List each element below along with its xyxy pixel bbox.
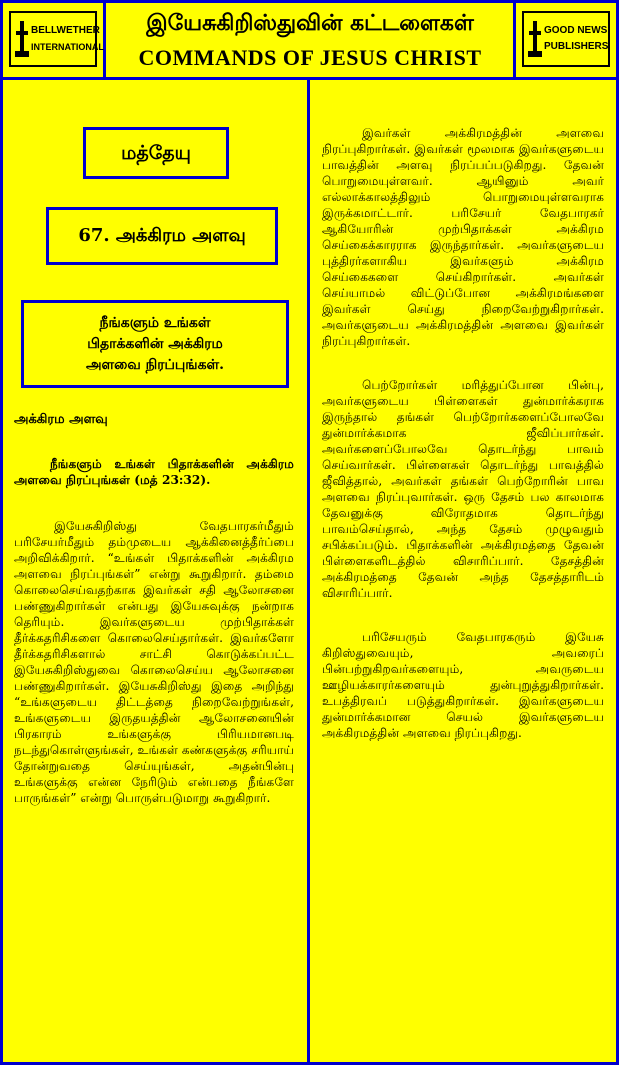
bellwether-logo-line1: BELLWETHER [31, 25, 100, 36]
bellwether-logo-line2: INTERNATIONAL [31, 42, 104, 52]
sheep-icon [528, 21, 542, 57]
key-verse-line3: அளவை நிரப்புங்கள். [85, 357, 225, 373]
column-divider [307, 77, 310, 1065]
good-news-logo-line2: PUBLISHERS [544, 41, 609, 52]
book-title-box: மத்தேயு [83, 127, 229, 179]
good-news-logo-box [522, 11, 610, 67]
key-verse-line1: நீங்களும் உங்கள் [99, 315, 211, 331]
title-tamil: இயேசுகிறிஸ்துவின் கட்டளைகள் [146, 10, 474, 36]
chapter-title-box: 67. அக்கிரம அளவு [46, 207, 278, 265]
section-heading: அக்கிரம அளவு [14, 412, 108, 427]
right-paragraph-1: இவர்கள் அக்கிரமத்தின் அளவை நிரப்புகிறார்கள். இவர்கள் மூலமாக இவர்களுடைய பாவத்தின் அளவு நிரப்பப்படுகிறது. தேவன் பொறுமையுள்ளவர். ஆயினும் அவர் எல்லாக்காலத்திலும் பொறுமையுள்ளவராக இருக்கமாட்டார். பரிசேயர் வேதபாரகர் ஆகியோரின் முற்பிதாக்கள் அக்கிரம செய்கைக்காரராக இருந்தார்கள். அவர்களுடைய புத்திரர்களாகிய இவர்களும் அக்கிரம செய்கைகளை செய்கிறார்கள். அவர்கள் செய்யாமல் விட்டுப்போன அக்கிரமங்களை இவர்கள் செய்து நிறைவேற்றுகிறார்கள். அவர்களுடைய அக்கிரமத்தின் அளவை இவர்கள் நிரப்புகிறார்கள். [322, 126, 604, 348]
bellwether-logo-box [9, 11, 104, 67]
bellwether-logo [3, 3, 106, 77]
title-english: COMMANDS OF JESUS CHRIST [138, 45, 482, 70]
verse-quote: நீங்களும் உங்கள் பிதாக்களின் அக்கிரம அளவை நிரப்புங்கள் (மத் 23:32). [14, 457, 294, 487]
sheep-icon [15, 21, 29, 57]
good-news-logo [513, 3, 616, 77]
left-paragraph: இயேசுகிறிஸ்து வேதபாரகர்மீதும் பரிசேயர்மீதும் தம்முடைய ஆக்கினைத்தீர்ப்பை அறிவிக்கிறார். “உங்கள் பிதாக்களின் அக்கிரம அளவை நிரப்புங்கள்” என்று கூறுகிறார். தம்மை கொலைசெய்வதற்காக இவர்கள் சதி ஆலோசனை பண்ணுகிறார்கள் என்பது இயேசுவுக்கு நன்றாக தெரியும். இவர்களுடைய முற்பிதாக்கள் தீர்க்கதரிசிகளை கொலைசெய்தார்கள். இவர்களோ தீர்க்கதரிசிகளால் சாட்சி கொடுக்கப்பட்ட இயேசுகிறிஸ்துவை கொலைசெய்ய ஆலோசனை பண்ணுகிறார்கள். இயேசுகிறிஸ்து இதை அறிந்து “உங்களுடைய திட்டத்தை நிறைவேற்றுங்கள், உங்களுடைய இருதயத்தின் ஆலோசனையின் பிரகாரம் உங்களுக்கு பிரியமானபடி நடந்துகொள்ளுங்கள், உங்கள் கண்களுக்கு சரியாய் தோன்றுவதை செய்யுங்கள், அதன்பின்பு உங்களுக்கு என்ன நேரிடும் என்பதை நீங்களே பாருங்கள்” என்று பொருள்படுமாறு கூறுகிறார். [14, 519, 294, 805]
right-paragraph-2: பெற்றோர்கள் மரித்துப்போன பின்பு, அவர்களுடைய பிள்ளைகள் துன்மார்க்கராக இருந்தால் தங்கள் பெற்றோர்களைப்போலவே துன்மார்க்கமாக ஜீவிப்பார்கள். அவர்களைப்போலவே தொடர்ந்து பாவம் செய்வார்கள். பிள்ளைகள் தொடர்ந்து பாவத்தில் ஜீவித்தால், அவர்கள் தங்கள் பெற்றோரின் பாவ அளவை நிரப்புவார்கள். ஒரு தேசம் பல காலமாக தேவனுக்கு விரோதமாக தொடர்ந்து பாவம்செய்தால், அந்த தேசம் முழுவதும் சபிக்கப்படும். பிதாக்களின் அக்கிரமத்தை தேவன் பிள்ளைகளிடத்தில் விசாரிப்பார். தேசத்தின் அக்கிரமத்தை தேவன் அந்த தேசத்தாரிடம் விசாரிப்பார். [322, 378, 604, 600]
good-news-logo-line1: GOOD NEWS [544, 25, 608, 36]
header-banner [0, 0, 619, 80]
key-verse-box [21, 300, 289, 388]
right-column [322, 125, 604, 769]
left-column [14, 412, 294, 834]
right-paragraph-3: பரிசேயரும் வேதபாரகரும் இயேசு கிறிஸ்துவையும், அவரைப் பின்பற்றுகிறவர்களையும், அவருடைய ஊழியக்காரர்களையும் துன்புறுத்துகிறார்கள். உபத்திரவப் படுத்துகிறார்கள். இவர்களுடைய துன்மார்க்கமான செயல் இவர்களுடைய அக்கிரமத்தின் அளவை நிரப்புகிறது. [322, 630, 604, 740]
key-verse-line2: பிதாக்களின் அக்கிரம [87, 336, 223, 352]
